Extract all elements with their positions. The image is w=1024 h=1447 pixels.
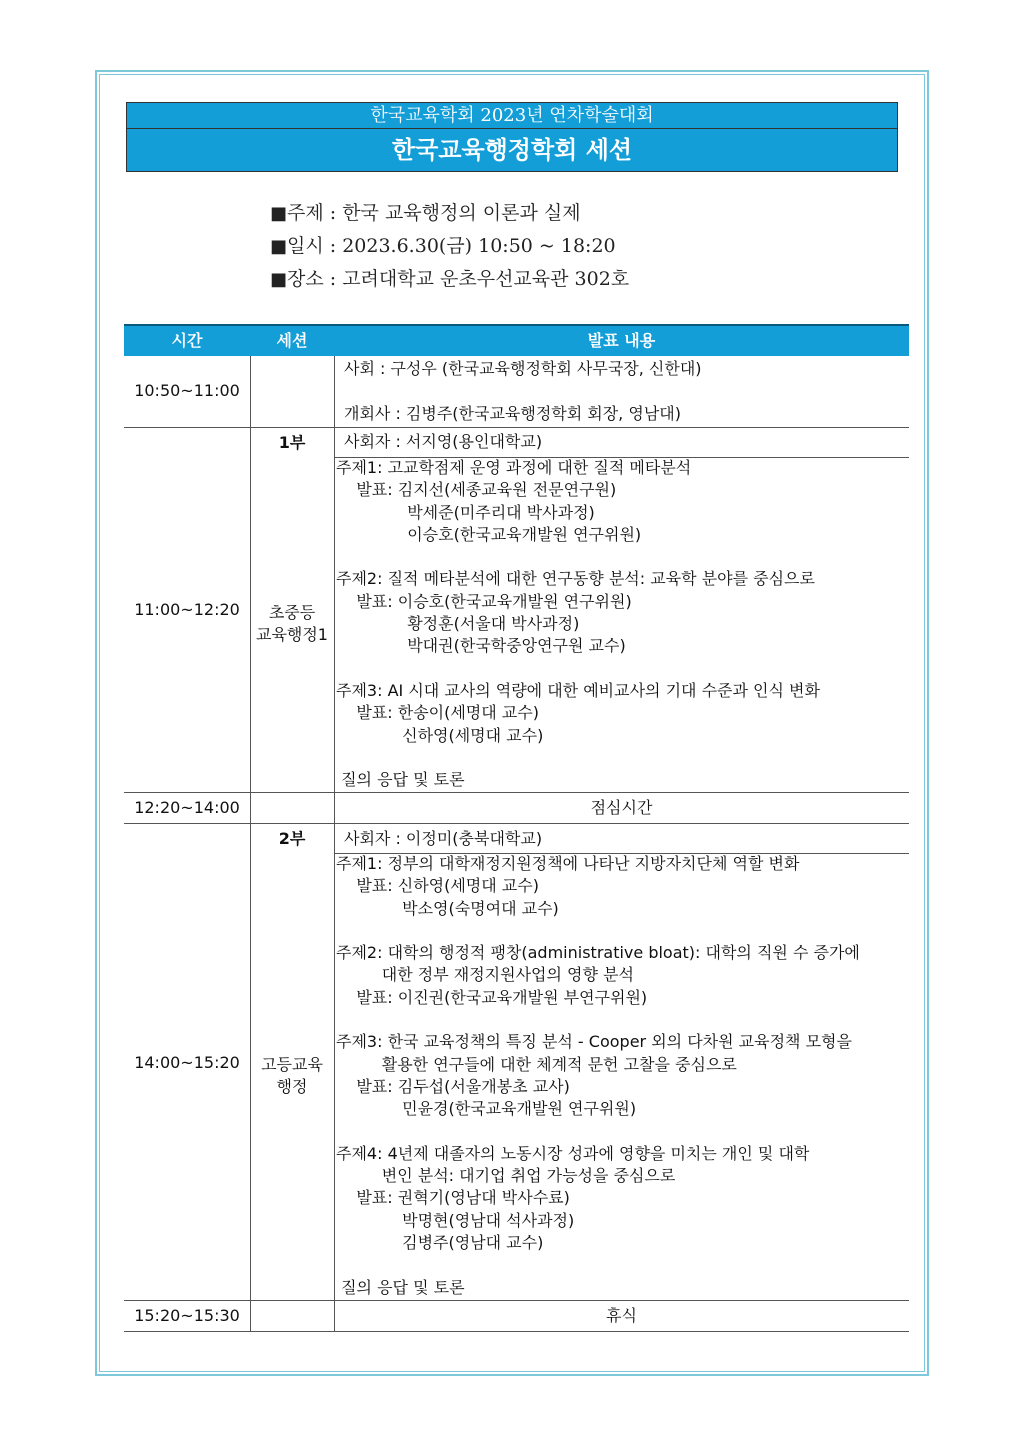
conference-subtitle: 한국교육학회 2023년 연차학술대회: [127, 103, 897, 129]
info-theme: [270, 198, 581, 225]
presentation-line: 발표: 권혁기(영남대 박사수료): [336, 1188, 570, 1208]
part2-label: 2부: [278, 829, 306, 848]
presentation-line: 박명현(영남대 석사과정): [336, 1210, 575, 1230]
presentation-line: 박세준(미주리대 박사과정): [336, 502, 595, 522]
presentation-line: 발표: 한송이(세명대 교수): [336, 703, 539, 723]
presentation-line: 박소영(숙명여대 교수): [336, 898, 559, 918]
presentation-line: 민윤경(한국교육개발원 연구위원): [336, 1099, 637, 1119]
bullet-square-icon: ■: [270, 269, 288, 290]
presentation-line: 신하영(세명대 교수): [336, 725, 544, 745]
presentation-line: 발표: 신하영(세명대 교수): [336, 876, 539, 896]
presentation-line: 주제3: 한국 교육정책의 특징 분석 - Cooper 외의 다차원 교육정책 모형을: [336, 1032, 852, 1052]
presentation-line: 대한 정부 재정지원사업의 영향 분석: [336, 965, 634, 985]
part1-chair: 사회자 : 서지영(용인대학교): [344, 432, 543, 451]
lunch-label: 점심시간: [590, 798, 653, 817]
part2-content: [336, 853, 908, 1299]
break-label: 휴식: [606, 1306, 637, 1325]
presentation-line: [336, 1254, 908, 1276]
session-part2-line: 행정: [276, 1077, 308, 1096]
header-content: 발표 내용: [587, 331, 656, 350]
grid-line: [124, 427, 909, 428]
presentation-line: 활용한 연구들에 대한 체계적 문헌 고찰을 중심으로: [336, 1054, 737, 1074]
place-text: 장소 : 고려대학교 운초우선교육관 302호: [287, 268, 630, 290]
presentation-line: [336, 546, 908, 568]
theme-text: 주제 : 한국 교육행정의 이론과 실제: [287, 202, 581, 224]
presentation-line: 황정훈(서울대 박사과정): [336, 614, 580, 634]
header-session: 세션: [276, 331, 308, 350]
time-part1: 11:00~12:20: [134, 600, 240, 619]
presentation-line: [336, 747, 908, 769]
presentation-line: 주제2: 대학의 행정적 팽창(administrative bloat): 대학의 직원 수 증가에: [336, 943, 860, 963]
part2-chair: 사회자 : 이정미(충북대학교): [344, 829, 543, 848]
grid-line: [124, 792, 909, 793]
presentation-line: 이승호(한국교육개발원 연구위원): [336, 524, 642, 544]
presentation-line: 질의 응답 및 토론: [336, 1277, 465, 1297]
presentation-line: [336, 1121, 908, 1143]
grid-line: [334, 356, 335, 1332]
info-place: [270, 264, 629, 291]
bullet-square-icon: ■: [270, 203, 288, 224]
opening-line: 개회사 : 김병주(한국교육행정학회 회장, 영남대): [344, 404, 681, 423]
title-banner: [126, 102, 898, 172]
presentation-line: 주제1: 고교학점제 운영 과정에 대한 질적 메타분석: [336, 458, 692, 477]
part1-label: 1부: [278, 433, 306, 452]
presentation-line: [336, 920, 908, 942]
grid-line: [124, 1331, 909, 1332]
presentation-line: 김병주(영남대 교수): [336, 1233, 544, 1253]
presentation-line: 주제4: 4년제 대졸자의 노동시장 성과에 영향을 미치는 개인 및 대학: [336, 1143, 810, 1163]
date-text: 일시 : 2023.6.30(금) 10:50 ~ 18:20: [287, 235, 616, 257]
presentation-line: 박대권(한국학중앙연구원 교수): [336, 636, 626, 656]
presentation-line: 발표: 이진권(한국교육개발원 부연구위원): [336, 987, 648, 1007]
time-break: 15:20~15:30: [134, 1306, 240, 1325]
header-time: 시간: [171, 331, 203, 350]
presentation-line: 질의 응답 및 토론: [336, 770, 465, 790]
grid-line: [124, 1300, 909, 1301]
table-header-row: [124, 324, 909, 356]
session-part1-line: 교육행정1: [255, 625, 328, 644]
bullet-square-icon: ■: [270, 236, 288, 257]
presentation-line: 발표: 이승호(한국교육개발원 연구위원): [336, 591, 632, 611]
presentation-line: [336, 1009, 908, 1031]
session-title: 한국교육행정학회 세션: [391, 136, 633, 164]
presentation-line: 주제3: AI 시대 교사의 역량에 대한 예비교사의 기대 수준과 인식 변화: [336, 680, 820, 700]
opening-line: 사회 : 구성우 (한국교육행정학회 사무국장, 신한대): [344, 359, 702, 378]
presentation-line: 발표: 김지선(세종교육원 전문연구원): [336, 480, 617, 500]
session-part1-line: 초중등: [268, 603, 316, 622]
grid-line: [124, 823, 909, 824]
presentation-line: 변인 분석: 대기업 취업 가능성을 중심으로: [336, 1166, 676, 1186]
presentation-line: 발표: 김두섭(서울개봉초 교사): [336, 1076, 570, 1096]
presentation-line: 주제1: 정부의 대학재정지원정책에 나타난 지방자치단체 역할 변화: [336, 854, 800, 873]
presentation-line: 주제2: 질적 메타분석에 대한 연구동향 분석: 교육학 분야를 중심으로: [336, 569, 815, 589]
part1-content: [336, 457, 908, 791]
presentation-line: [336, 658, 908, 680]
time-opening: 10:50~11:00: [134, 381, 240, 400]
time-part2: 14:00~15:20: [134, 1053, 240, 1072]
session-part2-line: 고등교육: [261, 1055, 323, 1074]
time-lunch: 12:20~14:00: [134, 798, 240, 817]
info-date: [270, 231, 616, 258]
